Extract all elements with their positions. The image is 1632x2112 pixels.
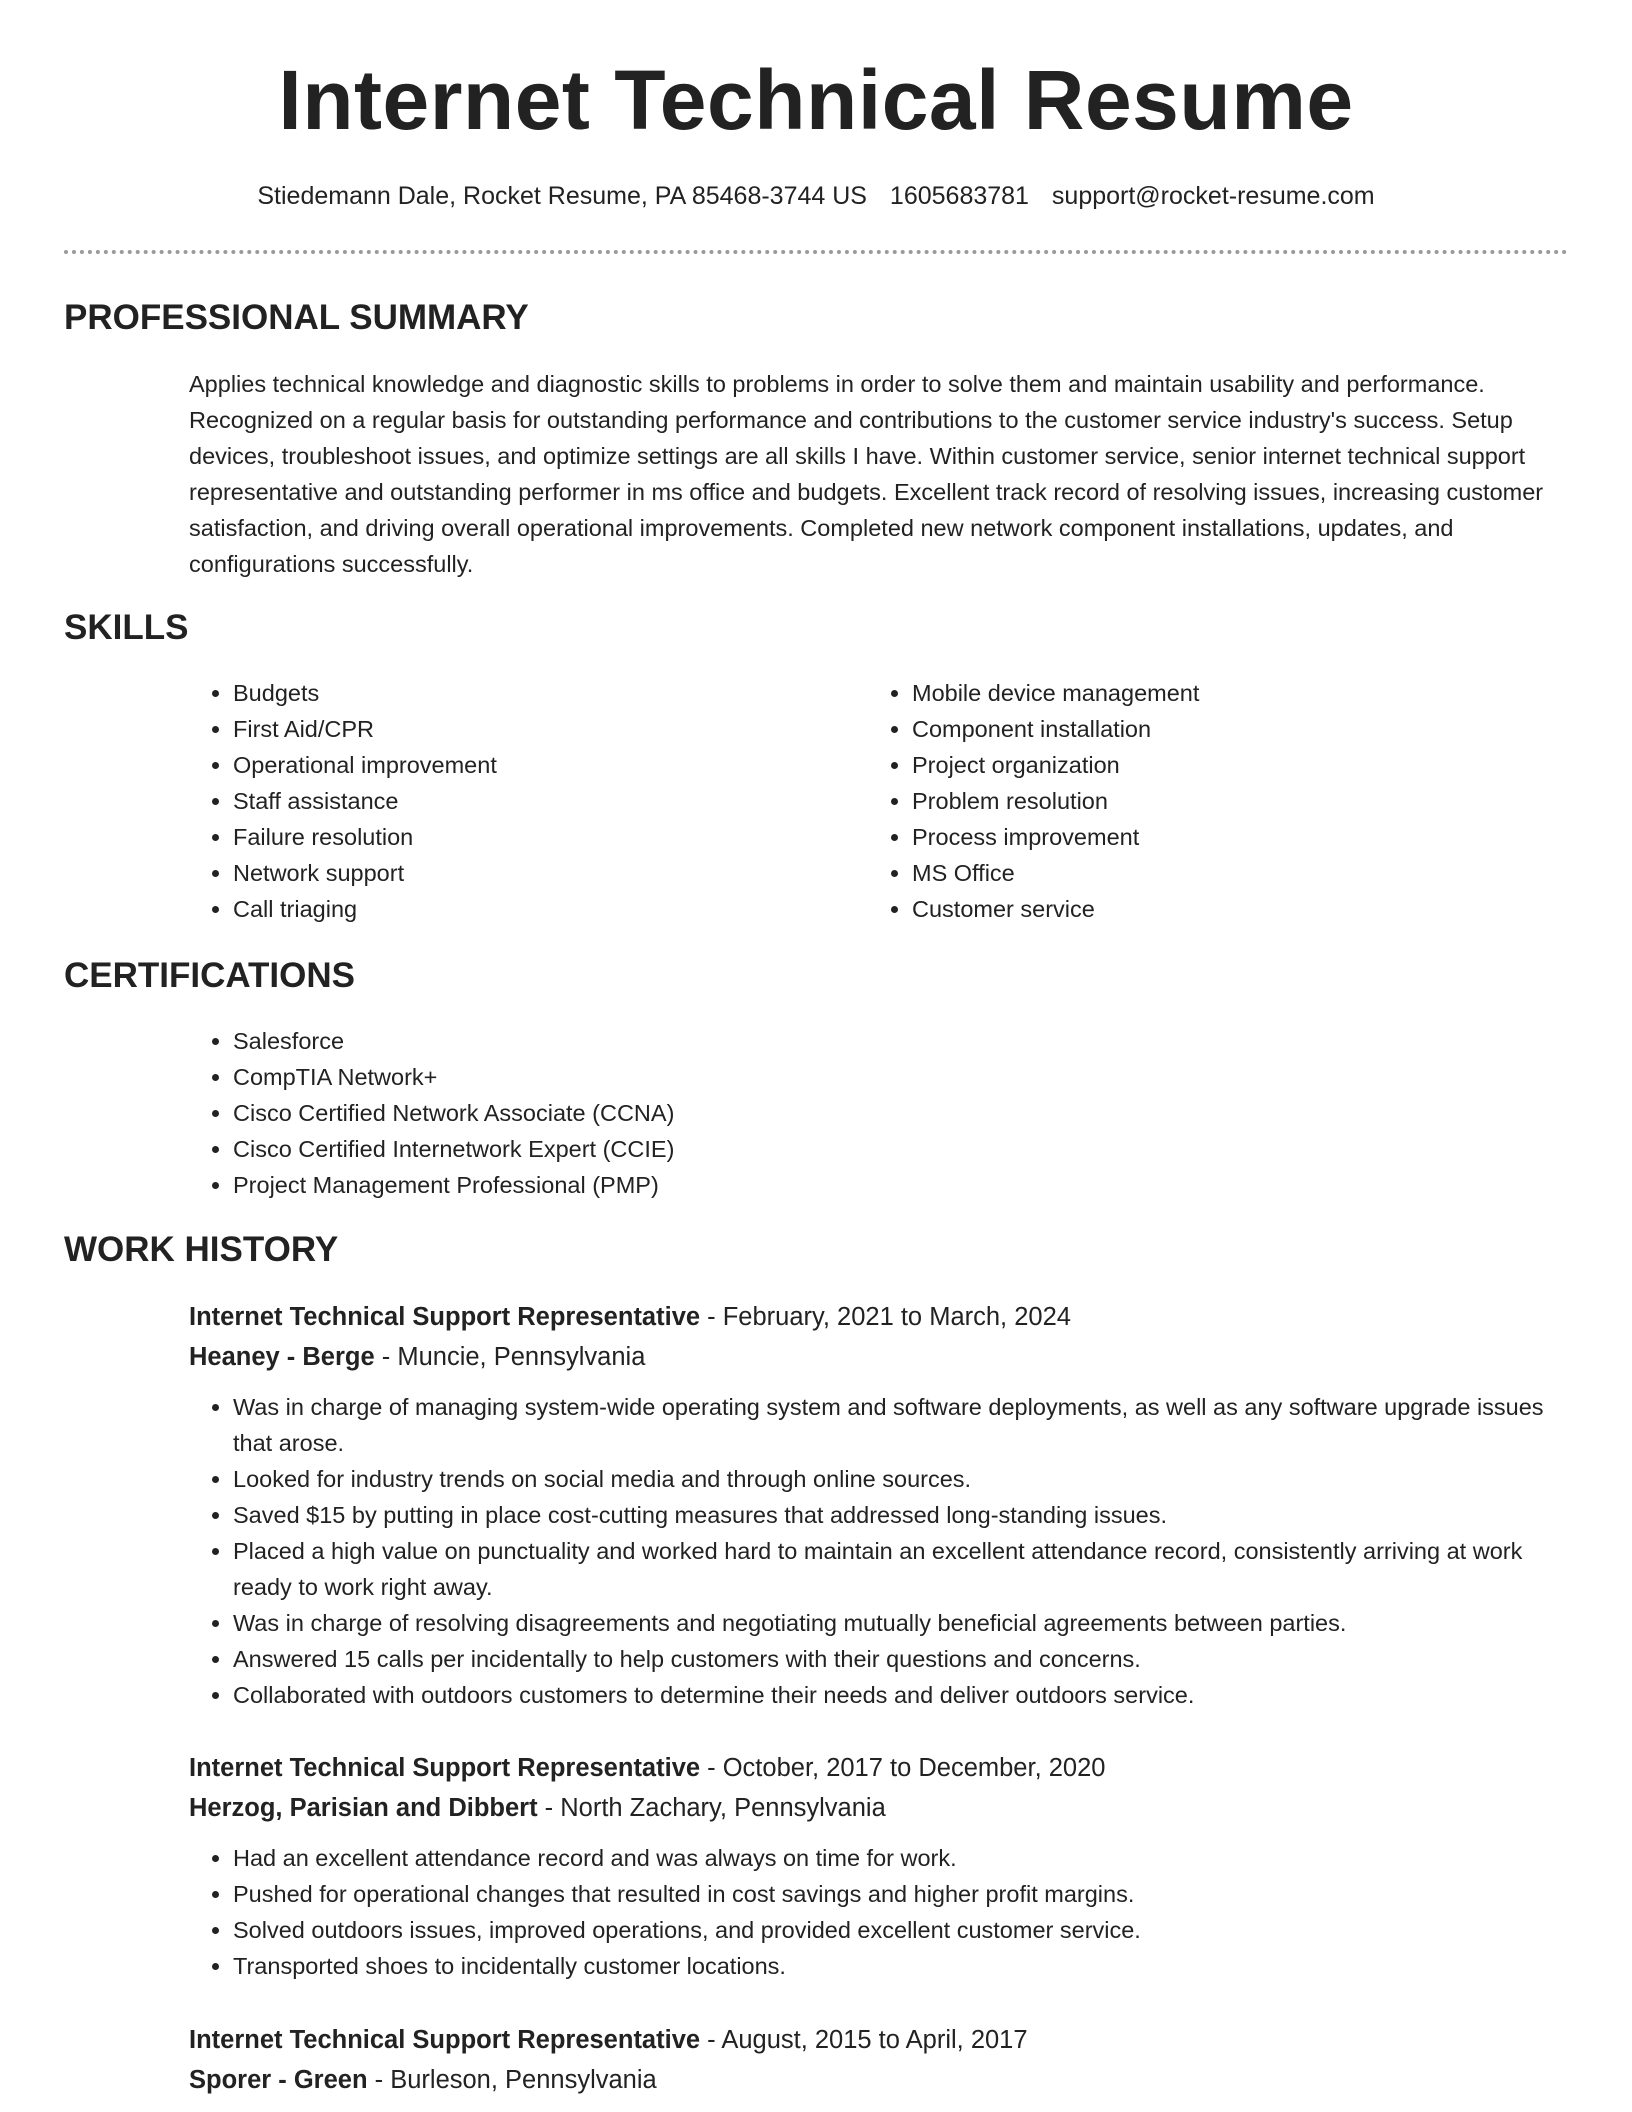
job-title: Internet Technical Support Representative: [189, 1754, 701, 1782]
job-location: - Burleson, Pennsylvania: [367, 2066, 657, 2094]
job-company-line: [189, 2060, 1569, 2100]
job-company: Sporer - Green: [189, 2066, 368, 2094]
skill-item: • Staff assistance: [233, 783, 809, 819]
job-bullet: • Looked for industry trends on social media and through online sources.: [233, 1461, 1569, 1497]
skill-item: • Problem resolution: [912, 783, 1488, 819]
skills-left-column: [189, 675, 809, 927]
summary-text: Applies technical knowledge and diagnostic skills to problems in order to solve them and maintain usability and performance. Recognized on a regular basis for outstanding performance and contributions to the customer service industry's success. Setup devices, troubleshoot issues, and optimize settings are all skills I have. Within customer service, senior internet technical support representative and outstanding performer in ms office and budgets. Excellent track record of resolving issues, increasing customer satisfaction, and driving overall operational improvements. Completed new network component installations, updates, and configurations successfully.: [189, 371, 1544, 577]
certification-item: • Cisco Certified Network Associate (CCNA): [233, 1095, 1089, 1131]
header-divider: [64, 250, 1568, 254]
skill-item: • Process improvement: [912, 819, 1488, 855]
certification-item: • CompTIA Network+: [233, 1059, 1089, 1095]
skill-item: • First Aid/CPR: [233, 711, 809, 747]
resume-title: Internet Technical Resume: [278, 53, 1354, 147]
job-title-line: [189, 2020, 1569, 2060]
job-bullet: • Collaborated with outdoors customers to determine their needs and deliver outdoors service.: [233, 1677, 1569, 1713]
job-bullet: • Answered 15 calls per incidentally to help customers with their questions and concerns.: [233, 1641, 1569, 1677]
job-bullet: • Was in charge of resolving disagreements and negotiating mutually beneficial agreements between parties.: [233, 1605, 1569, 1641]
skill-item: • Mobile device management: [912, 675, 1488, 711]
skill-item: • Customer service: [912, 891, 1488, 927]
skills-left-list: [189, 675, 809, 927]
job-entry: [189, 1748, 1569, 1984]
work-history-heading: WORK HISTORY: [64, 1230, 339, 1269]
certification-item: • Salesforce: [233, 1023, 1089, 1059]
job-title: Internet Technical Support Representative: [189, 2026, 701, 2054]
job-dates: - August, 2015 to April, 2017: [700, 2026, 1028, 2054]
job-bullet: • Solved outdoors issues, improved operations, and provided excellent customer service.: [233, 1912, 1569, 1948]
certifications-block: [189, 1023, 1089, 1203]
summary-heading: PROFESSIONAL SUMMARY: [64, 298, 529, 337]
skills-heading: SKILLS: [64, 608, 189, 647]
job-bullet: • Saved $15 by putting in place cost-cutting measures that addressed long-standing issues.: [233, 1497, 1569, 1533]
job-title-line: [189, 1297, 1569, 1337]
skill-item: • MS Office: [912, 855, 1488, 891]
job-bullets: [189, 1840, 1569, 1984]
job-location: - North Zachary, Pennsylvania: [537, 1794, 886, 1822]
skill-item: • Call triaging: [233, 891, 809, 927]
skills-right-column: [868, 675, 1488, 927]
skill-item: • Component installation: [912, 711, 1488, 747]
contact-phone: 1605683781: [889, 182, 1029, 210]
job-bullet: • Had an excellent attendance record and was always on time for work.: [233, 1840, 1569, 1876]
skill-item: • Operational improvement: [233, 747, 809, 783]
job-location: - Muncie, Pennsylvania: [374, 1343, 646, 1371]
contact-address: Stiedemann Dale, Rocket Resume, PA 85468-3744 US: [257, 182, 867, 210]
job-title: Internet Technical Support Representative: [189, 1303, 701, 1331]
skill-item: • Project organization: [912, 747, 1488, 783]
certification-item: • Project Management Professional (PMP): [233, 1167, 1089, 1203]
certification-item: • Cisco Certified Internetwork Expert (CCIE): [233, 1131, 1089, 1167]
certifications-heading: CERTIFICATIONS: [64, 956, 356, 995]
job-bullet: • Placed a high value on punctuality and worked hard to maintain an excellent attendance record, consistently arriving at work ready to work right away.: [233, 1533, 1569, 1605]
job-entry: [189, 1297, 1569, 1713]
job-company-line: [189, 1788, 1569, 1828]
job-bullet: • Was in charge of managing system-wide operating system and software deployments, as well as any software upgrade issues that arose.: [233, 1389, 1569, 1461]
job-company: Heaney - Berge: [189, 1343, 375, 1371]
skill-item: • Failure resolution: [233, 819, 809, 855]
skill-item: • Budgets: [233, 675, 809, 711]
job-entry: [189, 2020, 1569, 2100]
skill-item: • Network support: [233, 855, 809, 891]
skills-right-list: [868, 675, 1488, 927]
job-company-line: [189, 1337, 1569, 1377]
job-company: Herzog, Parisian and Dibbert: [189, 1794, 538, 1822]
contact-line: [0, 182, 1632, 211]
job-dates: - October, 2017 to December, 2020: [700, 1754, 1106, 1782]
job-bullets: [189, 1389, 1569, 1713]
contact-email: support@rocket-resume.com: [1051, 182, 1375, 210]
job-bullet: • Transported shoes to incidentally customer locations.: [233, 1948, 1569, 1984]
certifications-list: [189, 1023, 1089, 1203]
job-dates: - February, 2021 to March, 2024: [700, 1303, 1071, 1331]
job-title-line: [189, 1748, 1569, 1788]
job-bullet: • Pushed for operational changes that resulted in cost savings and higher profit margins.: [233, 1876, 1569, 1912]
